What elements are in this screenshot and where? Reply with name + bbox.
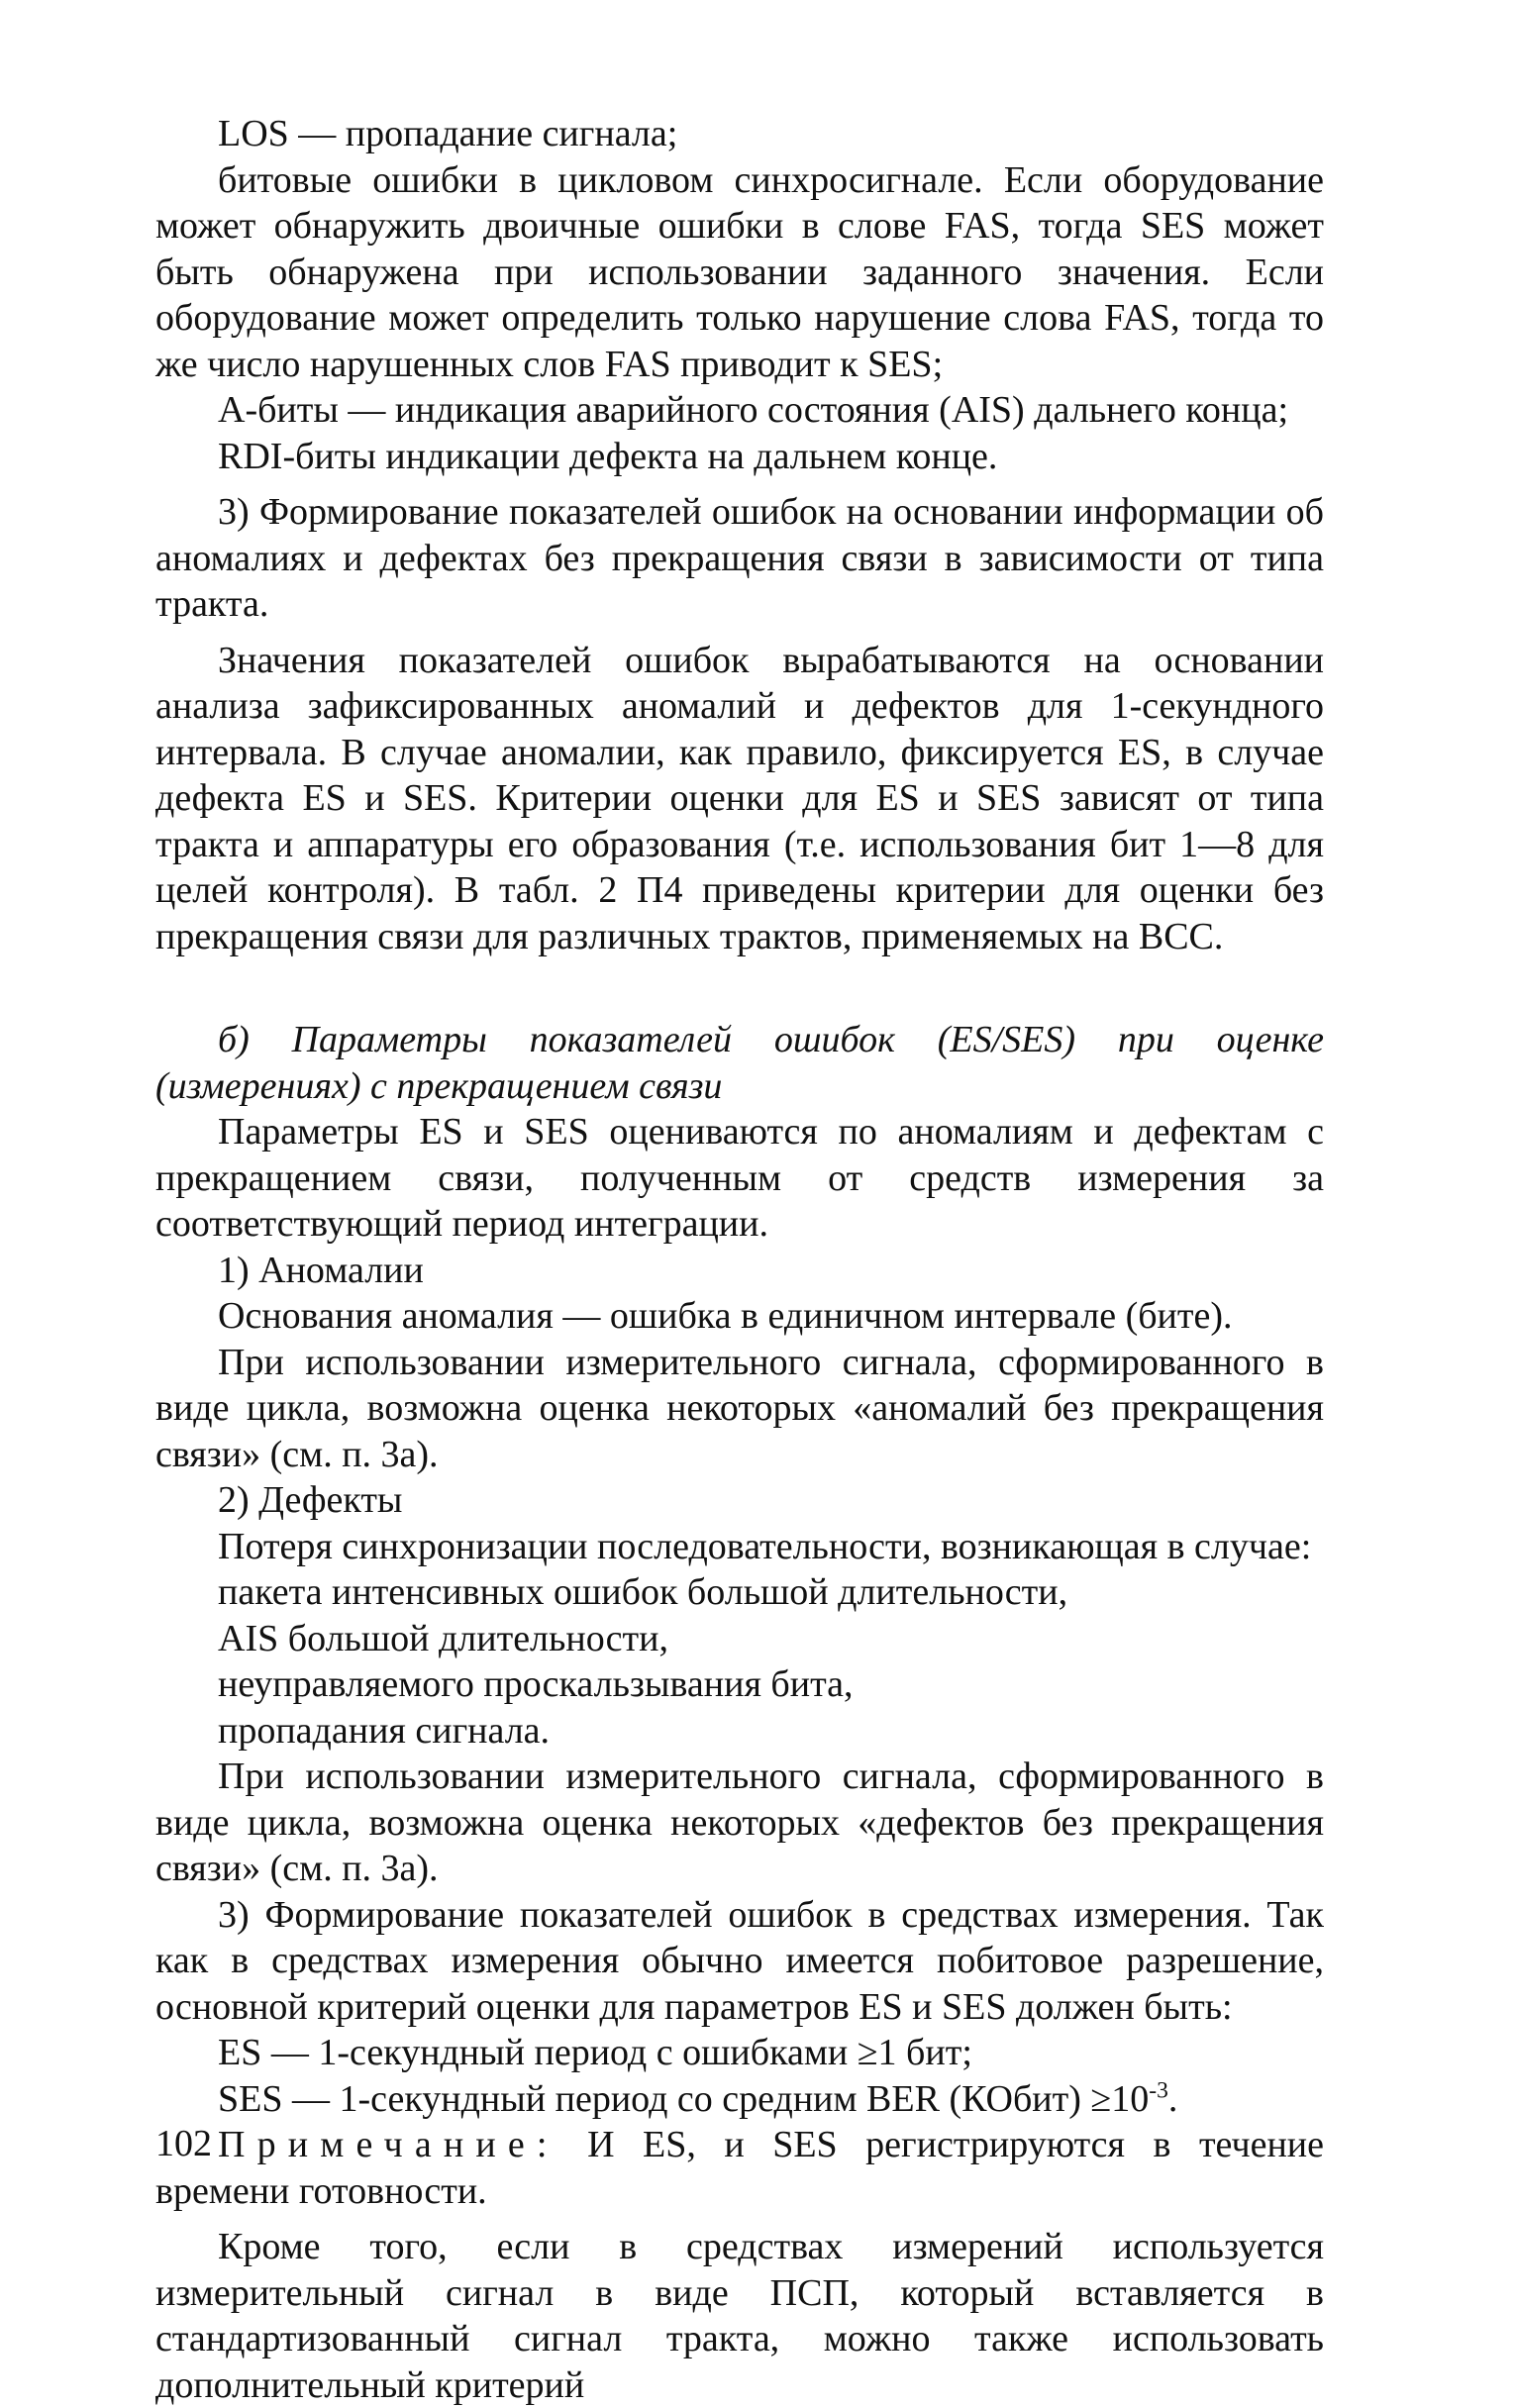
criterion-es: ES — 1-секундный период с ошибками ≥1 бит; <box>218 2032 972 2073</box>
list-item-ais: AIS большой длительности, <box>218 1617 668 1659</box>
section-heading: б) Параметры показателей ошибок (ES/SES) при оценке (измерениях) с прекращением связи <box>155 1019 1324 1107</box>
paragraph-additional-criterion: Кроме того, если в средствах измерений используется измерительный сигнал в виде ПСП, который вставляется в стандартизованный сигнал тракта, можно также использовать дополнительный критерий <box>155 2226 1324 2406</box>
criterion-ses <box>155 2076 1324 2123</box>
criterion-ses-exponent: -3 <box>1149 2076 1168 2103</box>
paragraph-bit-errors: битовые ошибки в цикловом синхросигнале. Если оборудование может обнаружить двоичные ошибки в слове FAS, тогда SES может быть обнаружена при использовании заданного значения. Если оборудование может определить только нарушение слова FAS, тогда то же число нарушенных слов FAS приводит к SES; <box>155 158 1324 385</box>
paragraph-sync-loss: Потеря синхронизации последовательности, возникающая в случае: <box>218 1525 1312 1567</box>
criterion-ses-text: SES — 1-секундный период со средним BER (КОбит) ≥10 <box>218 2077 1150 2120</box>
item-defects: 2) Дефекты <box>218 1479 403 1521</box>
paragraph-error-values: Значения показателей ошибок вырабатываются на основании анализа зафиксированных аномалий и дефектов для 1-секундного интервала. В случае аномалии, как правило, фиксируется ES, в случае дефекта ES и SES. Критерии оценки для ES и SES зависят от типа тракта и аппаратуры его образования (т.е. использования бит 1—8 для целей контроля). В табл. 2 П4 приведены критерии для оценки без прекращения связи для различных трактов, применяемых на ВСС. <box>155 639 1324 957</box>
criterion-ses-period: . <box>1167 2077 1178 2120</box>
paragraph-defects-cycle: При использовании измерительного сигнала, сформированного в виде цикла, возможна оценка некоторых «дефектов без прекращения связи» (см. п. 3а). <box>155 1756 1324 1889</box>
paragraph-rdi-bits: RDI-биты индикации дефекта на дальнем конце. <box>218 435 998 477</box>
page-number: 102 <box>155 2123 212 2164</box>
list-item-burst: пакета интенсивных ошибок большой длительности, <box>218 1571 1068 1613</box>
list-item-signal-loss: пропадания сигнала. <box>218 1709 551 1752</box>
paragraph-a-bits: A-биты — индикация аварийного состояния (AIS) дальнего конца; <box>218 389 1288 431</box>
paragraph-parameters: Параметры ES и SES оцениваются по аномалиям и дефектам с прекращением связи, полученным от средств измерения за соответствующий период интеграции. <box>155 1111 1324 1245</box>
paragraph-formation-instruments: 3) Формирование показателей ошибок в средствах измерения. Так как в средствах измерения обычно имеется побитовое разрешение, основной критерий оценки для параметров ES и SES должен быть: <box>155 1893 1324 2028</box>
paragraph-anomalies-cycle: При использовании измерительного сигнала, сформированного в виде цикла, возможна оценка некоторых «аномалий без прекращения связи» (см. п. 3а). <box>155 1341 1324 1475</box>
item-anomalies: 1) Аномалии <box>218 1249 424 1291</box>
note <box>155 2122 1324 2214</box>
paragraph-formation-without-interruption: 3) Формирование показателей ошибок на основании информации об аномалиях и дефектах без прекращения связи в зависимости от типа тракта. <box>155 491 1324 625</box>
note-text: И ES, и SES регистрируются в течение времени готовности. <box>155 2124 1324 2212</box>
note-label: Примечание: <box>218 2124 559 2165</box>
page-body <box>155 111 1324 2408</box>
list-item-slip: неуправляемого проскальзывания бита, <box>218 1663 854 1705</box>
paragraph-los: LOS — пропадание сигнала; <box>218 113 678 154</box>
paragraph-anomaly-basis: Основания аномалия — ошибка в единичном интервале (бите). <box>218 1295 1233 1337</box>
